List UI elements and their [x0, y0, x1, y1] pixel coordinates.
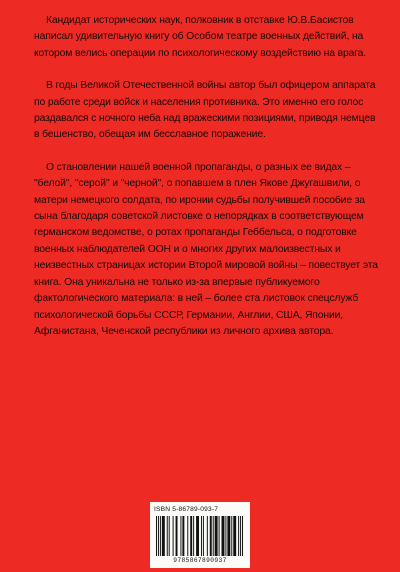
barcode-bar: [225, 516, 226, 556]
barcode-bar: [196, 516, 199, 556]
barcode-bar: [213, 516, 214, 556]
barcode-bar: [182, 516, 184, 556]
barcode-bar: [193, 516, 194, 556]
paragraph-author: Кандидат исторических наук, полковник в отставке Ю.В.Басистов написал удивительную книгу об Особом театре военных действий, на котором велись операции по психологическому воздействию на врага.: [34, 15, 367, 59]
barcode-bar: [167, 516, 168, 556]
barcode-icon: [156, 516, 244, 556]
barcode-number: 9785867890937: [173, 557, 227, 564]
barcode-bar: [242, 516, 243, 556]
barcode-bar: [207, 516, 208, 556]
paragraph-contents: О становлении нашей военной пропаганды, о разных ее видах – "белой", "серой" и "черной", о попавшем в плен Якове Джугашвили, о матери немецкого солдата, по иронии судьбы получившей пособие за сына благодаря советской листовке о непорядках в соответствующем германском ведомстве, о ротах пропаганды Геббельса, о подготовке военных наблюдателей ООН и о многих других малоизвестных и неизвестных страницах истории Второй мировой войны – повествует эта книга. Она уникальна не только из-за впервые публикуемого фактологического материала: в ней – более ста листовок спецслужб психологической борьбы СССР, Германии, Англии, США, Японии, Афганистана, Чеченской республики из личного архива автора.: [34, 161, 378, 337]
barcode-bar: [219, 516, 220, 556]
barcode-bar: [162, 516, 165, 556]
annotation-text: [34, 13, 380, 356]
barcode-bar: [187, 516, 188, 556]
barcode-bar: [173, 516, 174, 556]
paragraph-war-years: В годы Великой Отечественной войны автор был офицером аппарата по работе среди войск и населения противника. Это именно его голос раздавался с ночного неба над вражескими позициями, приводя немцев в бешенство, обещая им бесславное поражение.: [34, 80, 376, 141]
barcode-bar: [158, 516, 159, 556]
barcode-bar: [240, 516, 241, 556]
barcode-bar: [160, 516, 161, 556]
barcode-bar: [233, 516, 236, 556]
barcode-block: [150, 502, 250, 568]
barcode-bar: [238, 516, 239, 556]
barcode-bar: [203, 516, 204, 556]
barcode-bar: [156, 516, 157, 556]
isbn-label: ISBN 5-86789-093-7: [154, 506, 219, 513]
barcode-bar: [227, 516, 230, 556]
barcode-bar: [231, 516, 232, 556]
barcode-bar: [180, 516, 181, 556]
barcode-bar: [169, 516, 170, 556]
barcode-bar: [210, 516, 212, 556]
barcode-bar: [201, 516, 202, 556]
barcode-bar: [215, 516, 218, 556]
barcode-bar: [176, 516, 178, 556]
barcode-bar: [222, 516, 225, 556]
barcode-bar: [190, 516, 192, 556]
